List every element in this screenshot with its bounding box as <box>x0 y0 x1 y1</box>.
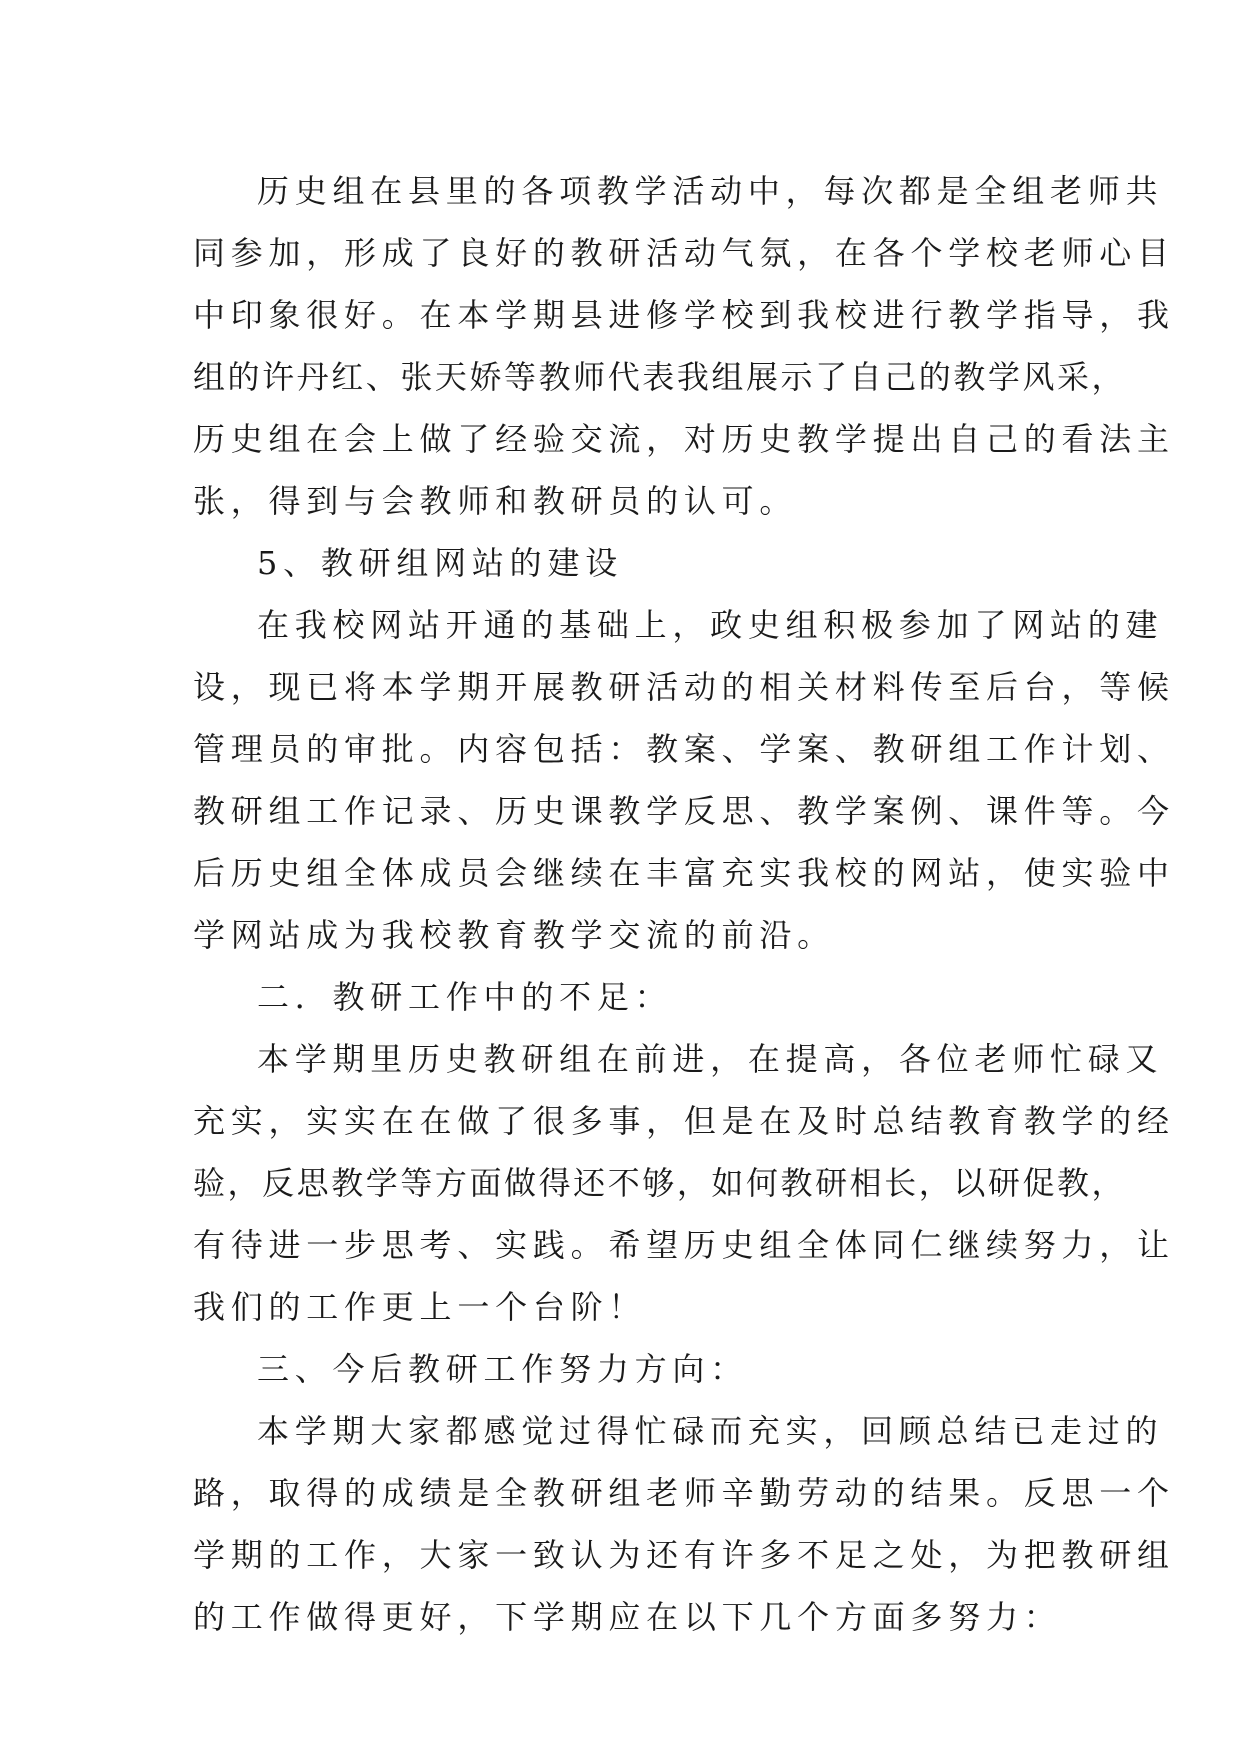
paragraph-activities <box>193 160 1175 532</box>
text-line: 本学期里历史教研组在前进，在提高，各位老师忙碌又 <box>257 1040 1164 1078</box>
text-line: 历史组在会上做了经验交流，对历史教学提出自己的看法主 <box>193 420 1175 458</box>
text-line: 组的许丹红、张天娇等教师代表我组展示了自己的教学风采， <box>193 358 1127 396</box>
paragraph-website <box>193 594 1175 966</box>
section-heading-direction <box>193 1338 1057 1400</box>
text-line: 我们的工作更上一个台阶！ <box>193 1288 647 1326</box>
text-line: 在我校网站开通的基础上，政史组积极参加了网站的建 <box>257 606 1164 644</box>
section-heading-shortcomings <box>193 966 1057 1028</box>
text-line: 教研组工作记录、历史课教学反思、教学案例、课件等。今 <box>193 792 1175 830</box>
text-line: 管理员的审批。内容包括：教案、学案、教研组工作计划、 <box>193 730 1175 768</box>
text-line: 学期的工作，大家一致认为还有许多不足之处，为把教研组 <box>193 1536 1175 1574</box>
heading-line: 5、教研组网站的建设 <box>257 544 623 582</box>
text-line: 充实，实实在在做了很多事，但是在及时总结教育教学的经 <box>193 1102 1175 1140</box>
text-line: 的工作做得更好，下学期应在以下几个方面多努力： <box>193 1598 1062 1636</box>
text-line: 中印象很好。在本学期县进修学校到我校进行教学指导，我 <box>193 296 1175 334</box>
text-line: 学网站成为我校教育教学交流的前沿。 <box>193 916 835 954</box>
section-heading-website <box>193 532 1057 594</box>
text-line: 后历史组全体成员会继续在丰富充实我校的网站，使实验中 <box>193 854 1175 892</box>
text-line: 本学期大家都感觉过得忙碌而充实，回顾总结已走过的 <box>257 1412 1164 1450</box>
text-line: 设，现已将本学期开展教研活动的相关材料传至后台，等候 <box>193 668 1175 706</box>
text-line: 路，取得的成绩是全教研组老师辛勤劳动的结果。反思一个 <box>193 1474 1175 1512</box>
document-body <box>193 160 1175 1648</box>
paragraph-shortcomings <box>193 1028 1175 1338</box>
heading-line: 二．教研工作中的不足： <box>257 978 673 1016</box>
text-line: 验，反思教学等方面做得还不够，如何教研相长，以研促教， <box>193 1164 1127 1202</box>
text-line: 历史组在县里的各项教学活动中，每次都是全组老师共 <box>257 172 1164 210</box>
paragraph-direction <box>193 1400 1175 1648</box>
heading-line: 三、今后教研工作努力方向： <box>257 1350 748 1388</box>
text-line: 同参加，形成了良好的教研活动气氛，在各个学校老师心目 <box>193 234 1175 272</box>
text-line: 有待进一步思考、实践。希望历史组全体同仁继续努力，让 <box>193 1226 1175 1264</box>
text-line: 张，得到与会教师和教研员的认可。 <box>193 482 798 520</box>
